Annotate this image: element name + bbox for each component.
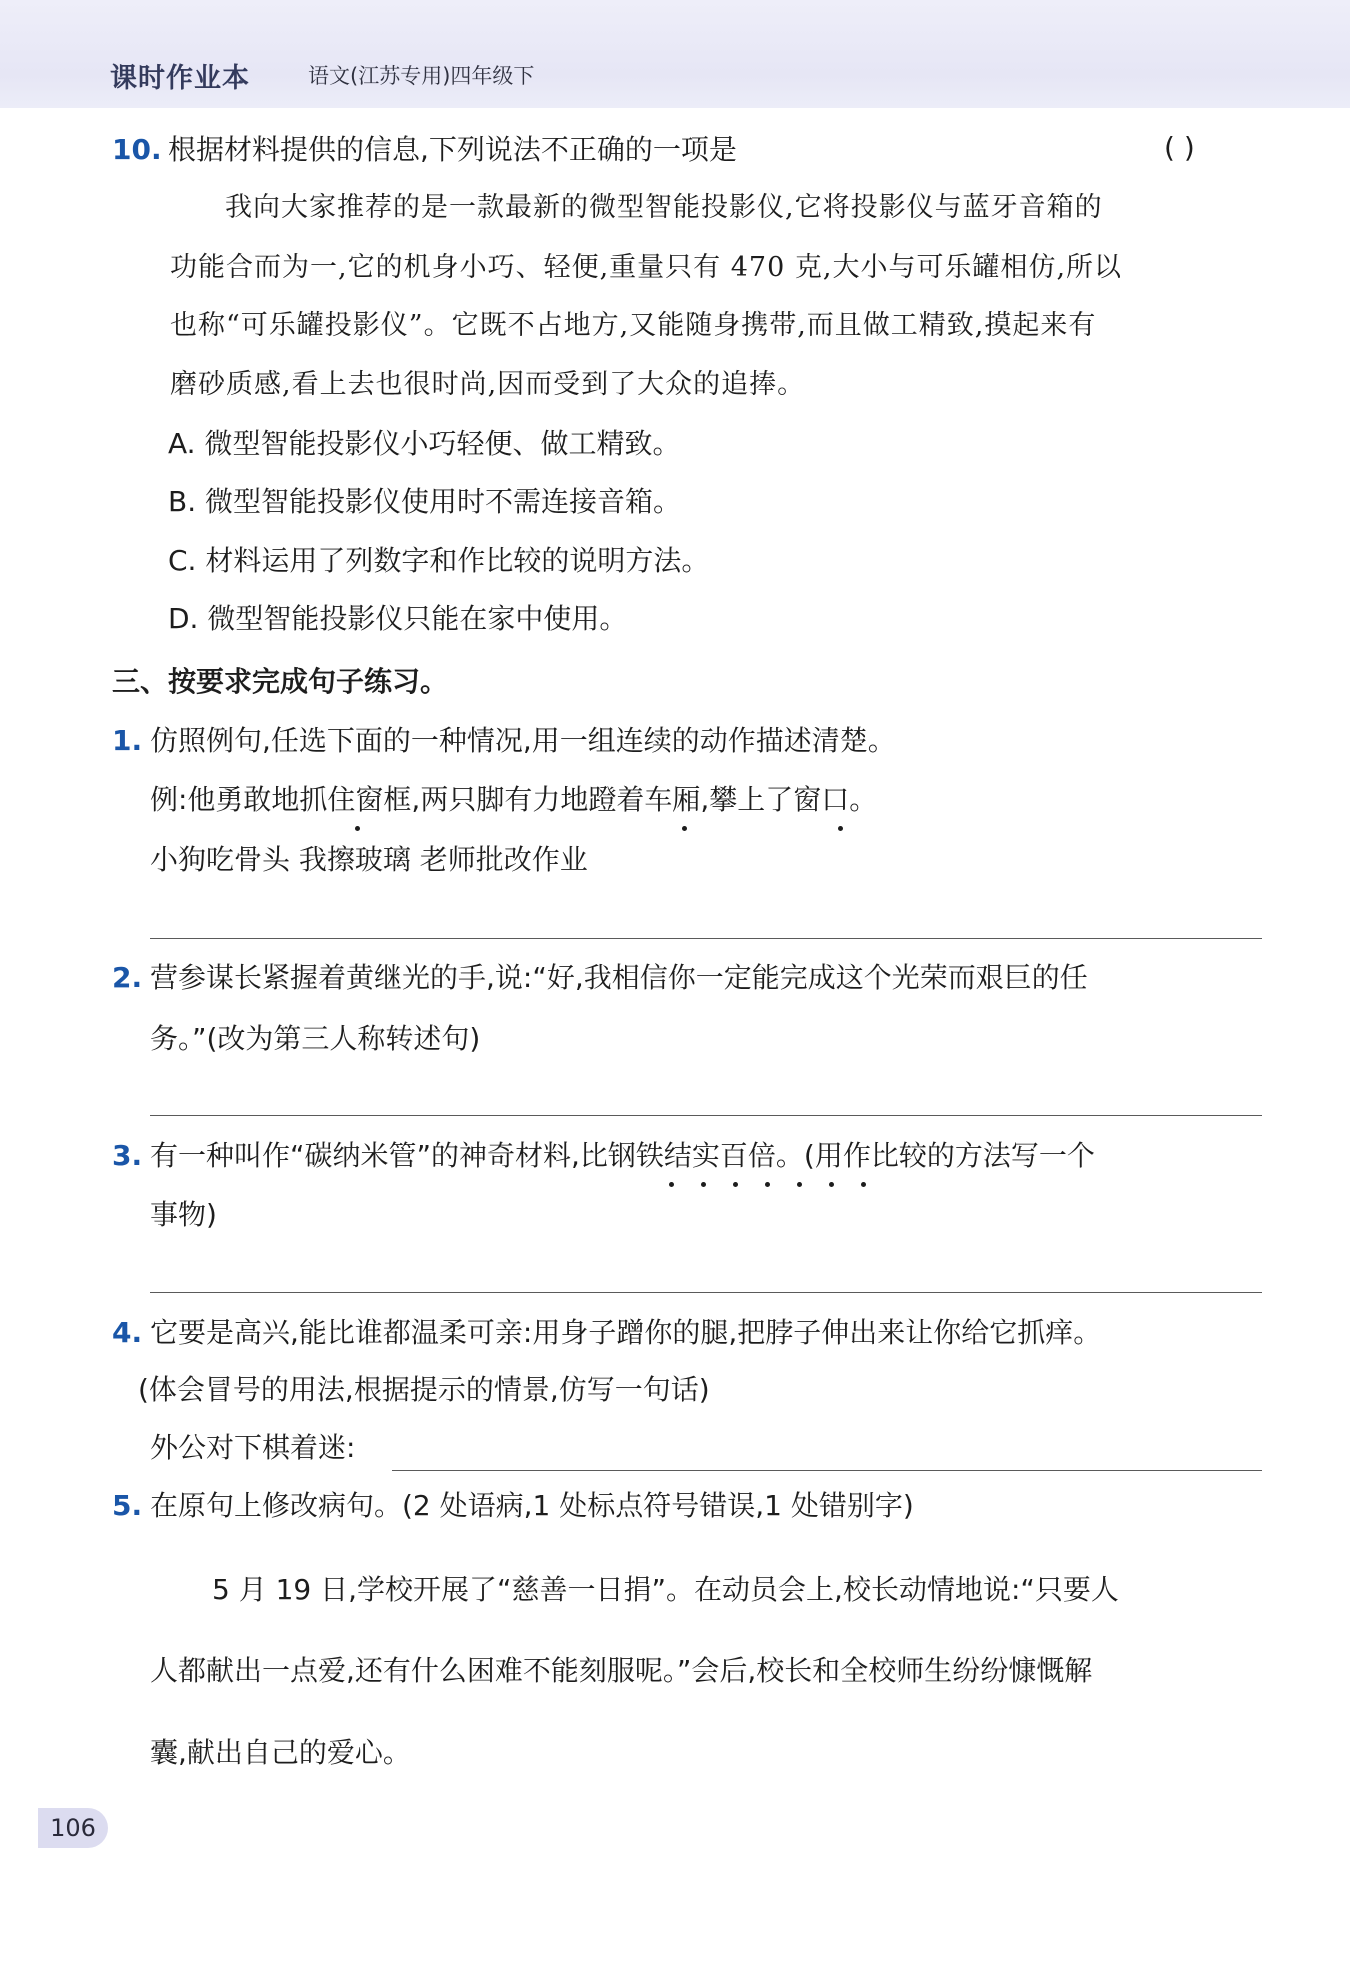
emphasis-dot [861,1182,866,1187]
question-3-line-1: 有一种叫作“碳纳米管”的神奇材料,比钢铁结实百倍。(用作比较的方法写一个 [150,1139,1095,1172]
passage-line-3: 也称“可乐罐投影仪”。它既不占地方,又能随身携带,而且做工精致,摸起来有 [170,310,1097,341]
question-5-passage-line-2: 人都献出一点爱,还有什么困难不能刻服呢。”会后,校长和全校师生纷纷慷慨解 [150,1654,1093,1687]
question-3-line-2: 事物) [150,1198,217,1231]
question-2-line-2: 务。”(改为第三人称转述句) [150,1022,481,1055]
question-10-stem: 根据材料提供的信息,下列说法不正确的一项是 [168,133,737,166]
passage-line-4: 磨砂质感,看上去也很时尚,因而受到了大众的追捧。 [170,369,806,400]
emphasis-dot [765,1182,770,1187]
question-3-number: 3. [112,1139,143,1172]
situation-choices: 小狗吃骨头 我擦玻璃 老师批改作业 [150,843,588,876]
question-4-line-1: 它要是高兴,能比谁都温柔可亲:用身子蹭你的腿,把脖子伸出来让你给它抓痒。 [150,1316,1102,1349]
option-a: A. 微型智能投影仪小巧轻便、做工精致。 [168,427,681,460]
question-4-number: 4. [112,1316,143,1349]
emphasis-dot [797,1182,802,1187]
question-4-prompt: 外公对下棋着迷: [150,1431,356,1464]
emphasis-dot [733,1182,738,1187]
question-5-passage-line-3: 囊,献出自己的爱心。 [150,1736,411,1769]
emphasis-dot [829,1182,834,1187]
emphasis-dot [682,826,687,831]
question-2-number: 2. [112,961,143,994]
answer-line-q3[interactable] [150,1292,1262,1293]
emphasis-dot [838,826,843,831]
question-2-line-1: 营参谋长紧握着黄继光的手,说:“好,我相信你一定能完成这个光荣而艰巨的任 [150,961,1088,994]
passage-line-1: 我向大家推荐的是一款最新的微型智能投影仪,它将投影仪与蓝牙音箱的 [225,192,1103,223]
passage-line-2: 功能合而为一,它的机身小巧、轻便,重量只有 470 克,大小与可乐罐相仿,所以 [170,252,1123,283]
option-c: C. 材料运用了列数字和作比较的说明方法。 [168,544,710,577]
option-d: D. 微型智能投影仪只能在家中使用。 [168,602,628,635]
question-4-line-2: (体会冒号的用法,根据提示的情景,仿写一句话) [138,1373,710,1406]
book-title: 课时作业本 [110,63,250,94]
question-10-number: 10. [112,133,162,166]
answer-line-q1[interactable] [150,938,1262,939]
answer-line-q2[interactable] [150,1115,1262,1116]
question-1-number: 1. [112,724,143,757]
question-5-instruction: 在原句上修改病句。(2 处语病,1 处标点符号错误,1 处错别字) [150,1489,914,1522]
option-b: B. 微型智能投影仪使用时不需连接音箱。 [168,485,682,518]
answer-line-q4[interactable] [392,1470,1262,1471]
section-three-title: 三、按要求完成句子练习。 [112,665,449,698]
question-5-passage-line-1: 5 月 19 日,学校开展了“慈善一日捐”。在动员会上,校长动情地说:“只要人 [212,1573,1119,1606]
example-sentence: 例:他勇敢地抓住窗框,两只脚有力地蹬着车厢,攀上了窗口。 [150,783,878,816]
emphasis-dot [701,1182,706,1187]
emphasis-dot [355,826,360,831]
page-number: 106 [38,1808,108,1848]
question-1-text: 仿照例句,任选下面的一种情况,用一组连续的动作描述清楚。 [150,724,896,757]
book-subtitle: 语文(江苏专用)四年级下 [308,64,535,88]
answer-bracket: ( ) [1164,131,1195,164]
emphasis-dot [669,1182,674,1187]
question-5-number: 5. [112,1489,143,1522]
